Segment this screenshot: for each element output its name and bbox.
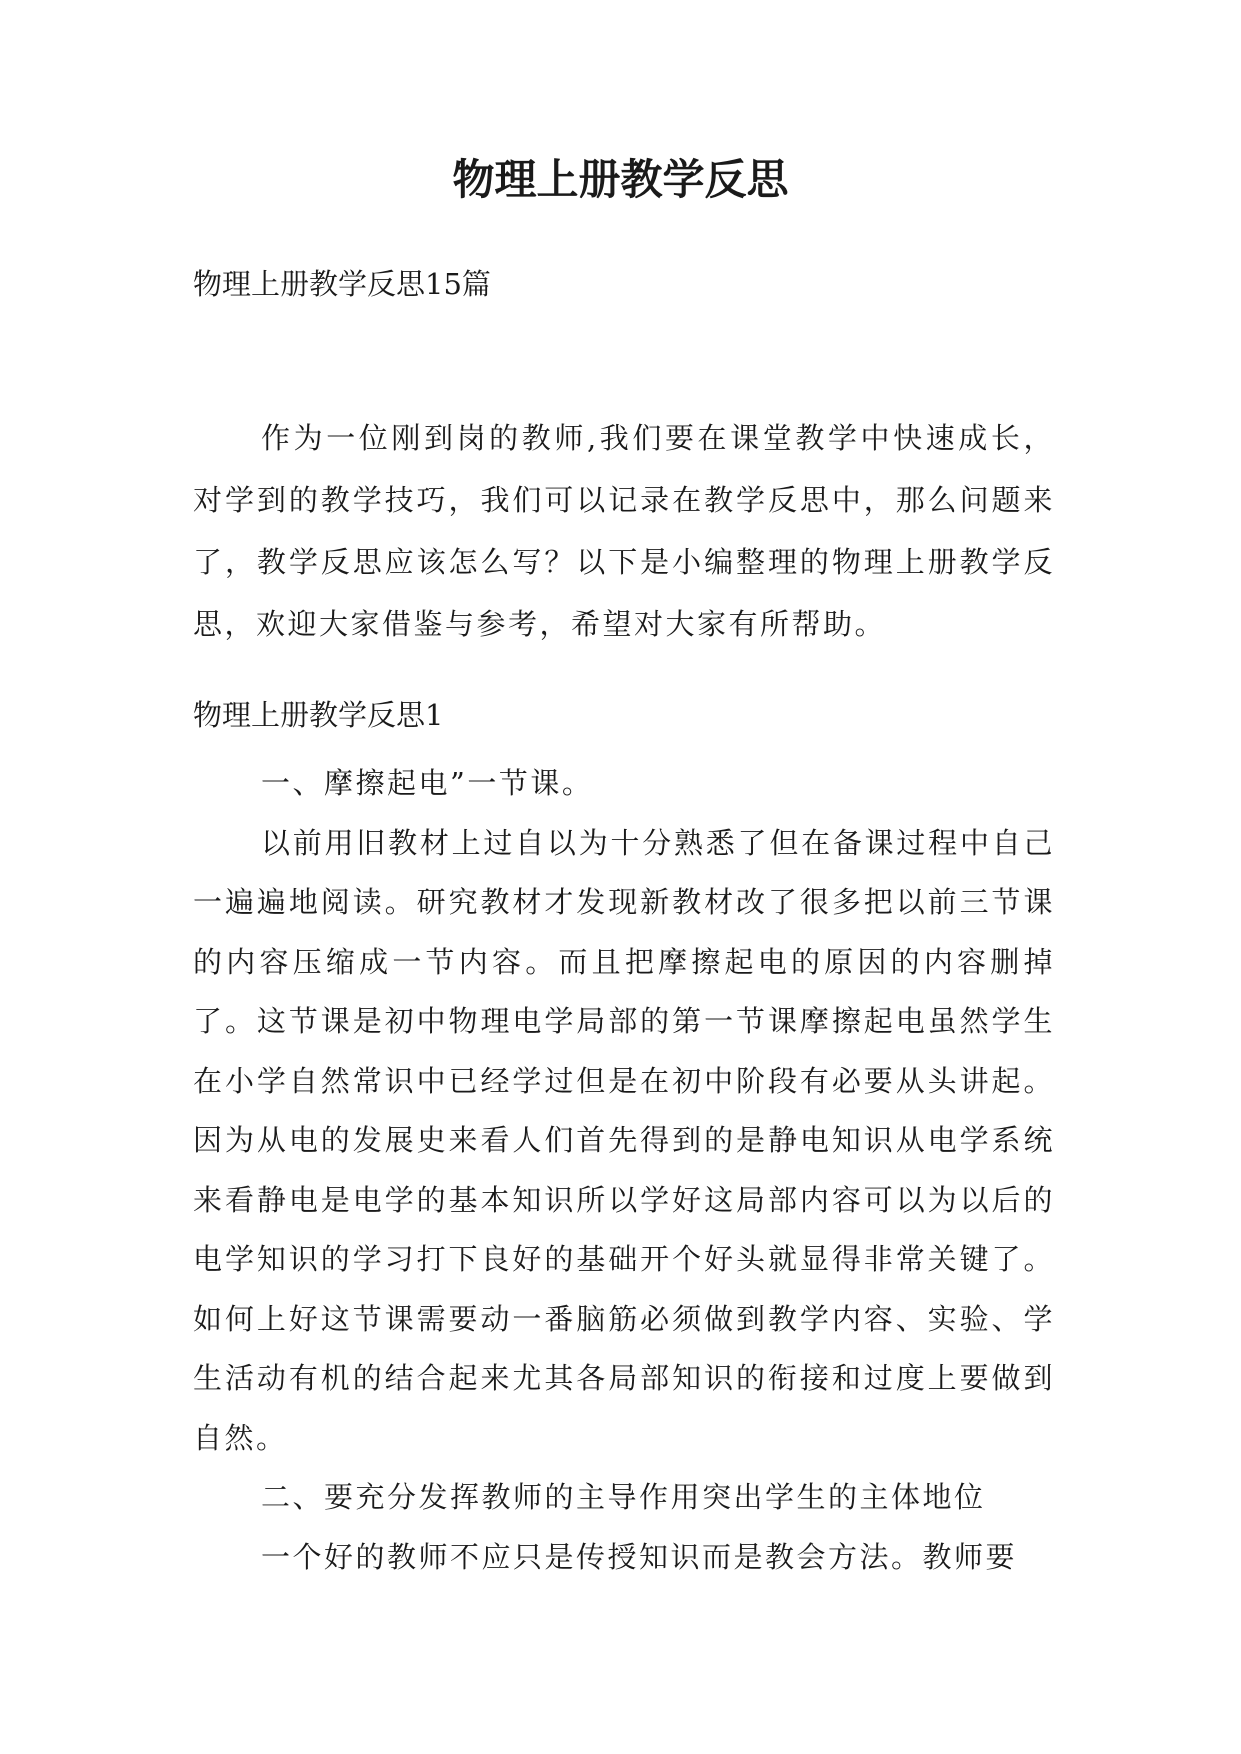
body-paragraph: 一个好的教师不应只是传授知识而是教会方法。教师要 [261, 1539, 1018, 1574]
paragraph-heading-1: 一、摩擦起电”一节课。 [261, 766, 594, 800]
paragraph-heading-2: 二、要充分发挥教师的主导作用突出学生的主体地位 [261, 1480, 986, 1514]
intro-paragraph: 作为一位刚到岗的教师,我们要在课堂教学中快速成长，对学到的教学技巧，我们可以记录在教学反思中，那么问题来了，教学反思应该怎么写？以下是小编整理的物理上册教学反思，欢迎大家借鉴与参考，希望对大家有所帮助。 [193, 421, 1055, 641]
document-title: 物理上册教学反思 [452, 155, 789, 204]
document-subtitle: 物理上册教学反思15篇 [193, 267, 491, 301]
section-content [193, 754, 1055, 1587]
body-paragraph: 以前用旧教材上过自以为十分熟悉了但在备课过程中自己一遍遍地阅读。研究教材才发现新教材改了很多把以前三节课的内容压缩成一节内容。而且把摩擦起电的原因的内容删掉了。这节课是初中物理电学局部的第一节课摩擦起电虽然学生在小学自然常识中已经学过但是在初中阶段有必要从头讲起。因为从电的发展史来看人们首先得到的是静电知识从电学系统来看静电是电学的基本知识所以学好这局部内容可以为以后的电学知识的学习打下良好的基础开个好头就显得非常关键了。如何上好这节课需要动一番脑筋必须做到教学内容、实验、学生活动有机的结合起来尤其各局部知识的衔接和过度上要做到自然。 [193, 825, 1055, 1455]
section-heading: 物理上册教学反思1 [193, 698, 444, 732]
